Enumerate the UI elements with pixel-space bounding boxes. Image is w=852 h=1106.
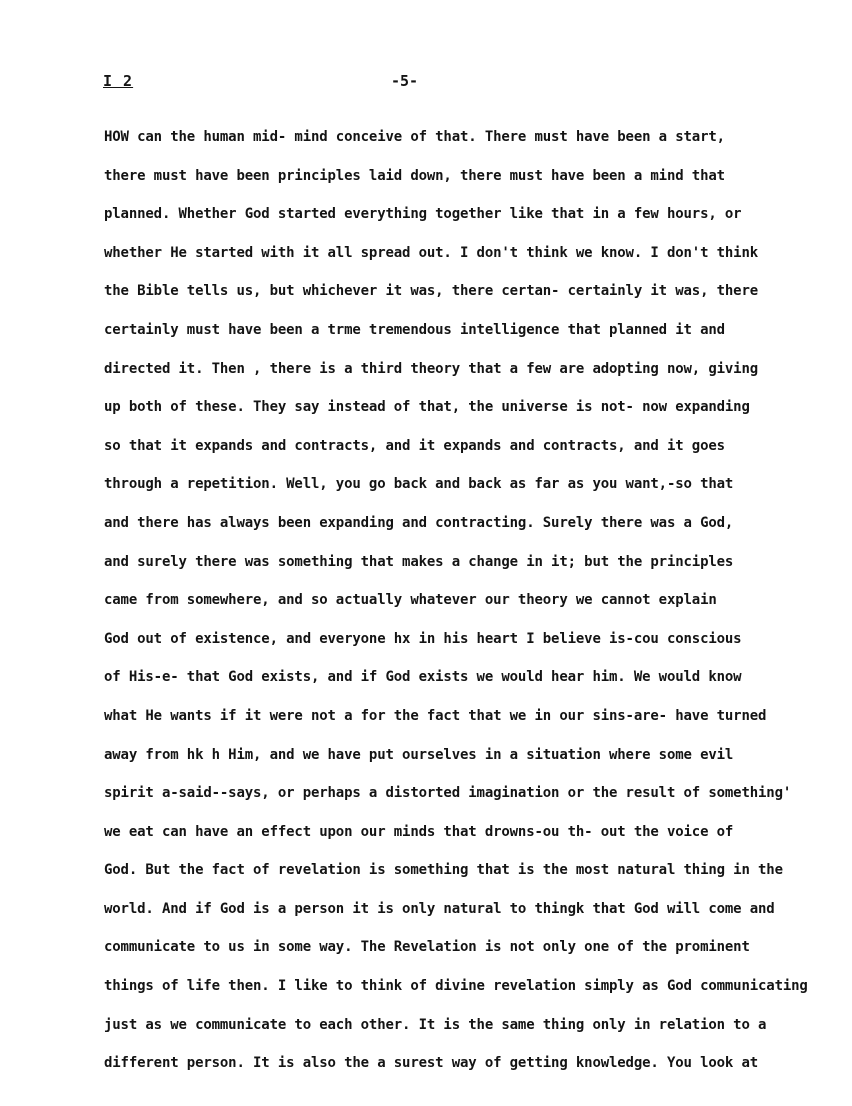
text-line: God out of existence, and everyone hx in his heart I believe is-cou conscious <box>104 630 742 647</box>
text-line: planned. Whether God started everything together like that in a few hours, or <box>104 206 742 223</box>
section-label: I 2 <box>103 72 134 90</box>
text-line: things of life then. I like to think of divine revelation simply as God communicating <box>104 978 808 995</box>
text-line: God. But the fact of revelation is something that is the most natural thing in the <box>104 862 783 879</box>
text-line: and surely there was something that makes a change in it; but the principles <box>104 553 734 570</box>
text-line: came from somewhere, and so actually whatever our theory we cannot explain <box>104 592 717 609</box>
text-line: whether He started with it all spread out. I don't think we know. I don't think <box>104 244 759 261</box>
text-line: world. And if God is a person it is only natural to thingk that God will come and <box>104 900 775 917</box>
text-line: the Bible tells us, but whichever it was, there certan- certainly it was, there <box>104 283 759 300</box>
text-line: spirit a-said--says, or perhaps a distorted imagination or the result of something' <box>104 785 792 802</box>
text-line: and there has always been expanding and contracting. Surely there was a God, <box>104 514 734 531</box>
text-line: what He wants if it were not a for the fact that we in our sins-are- have turned <box>104 707 767 724</box>
text-line: through a repetition. Well, you go back and back as far as you want,-so that <box>104 476 734 493</box>
text-line: certainly must have been a trme tremendous intelligence that planned it and <box>104 321 725 338</box>
page-number: -5- <box>391 72 419 90</box>
text-line: HOW can the human mid- mind conceive of that. There must have been a start, <box>104 129 725 145</box>
text-line: just as we communicate to each other. It is the same thing only in relation to a <box>104 1016 767 1033</box>
text-line: directed it. Then , there is a third theory that a few are adopting now, giving <box>104 360 759 377</box>
text-line: of His-e- that God exists, and if God exists we would hear him. We would know <box>104 669 742 686</box>
text-line: we eat can have an effect upon our minds that drowns-ou th- out the voice of <box>104 823 734 840</box>
text-line: different person. It is also the a surest way of getting knowledge. You look at <box>104 1055 759 1072</box>
text-line: there must have been principles laid down, there must have been a mind that <box>104 167 725 184</box>
text-line: up both of these. They say instead of that, the universe is not- now expanding <box>104 399 750 416</box>
text-line: so that it expands and contracts, and it expands and contracts, and it goes <box>104 437 725 454</box>
text-line: away from hk h Him, and we have put ourselves in a situation where some evil <box>104 746 734 763</box>
body-text <box>104 125 824 1090</box>
text-line: communicate to us in some way. The Revelation is not only one of the prominent <box>104 939 750 956</box>
